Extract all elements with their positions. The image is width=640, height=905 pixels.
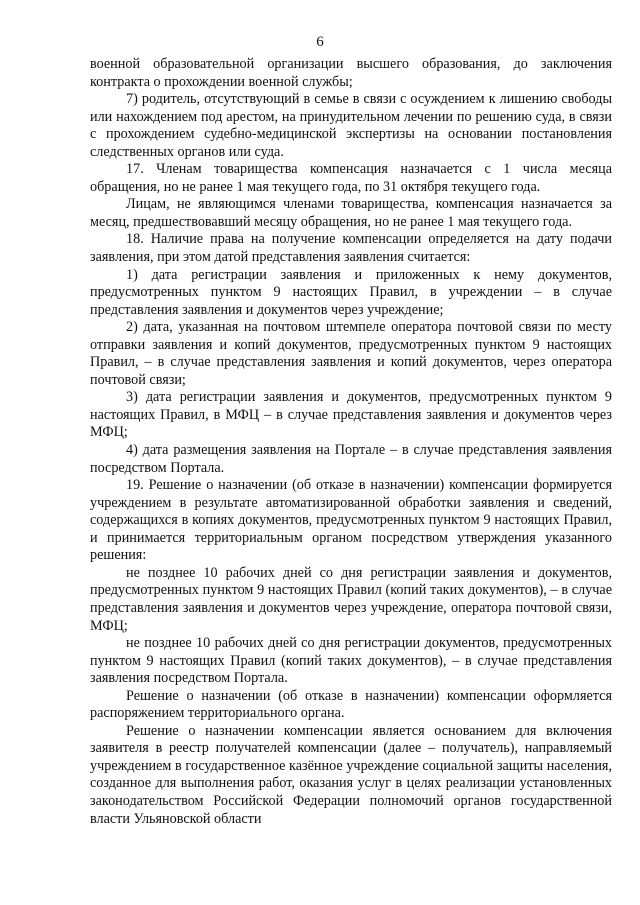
paragraph-item-7: 7) родитель, отсутствующий в семье в связи с осуждением к лишению свободы или нахождением под арестом, на принудительном лечении по решению суда, в связи с прохождением судебно-медицинской экспертизы на основании постановления следственных органов или суда.	[90, 91, 612, 160]
paragraph-deadline-office: не позднее 10 рабочих дней со дня регистрации заявления и документов, предусмотренных пунктом 9 настоящих Правил (копий таких документов), – в случае представления заявления и документов через учреждение, оператора почтовой связи, МФЦ;	[90, 564, 612, 634]
paragraph-item-1: 1) дата регистрации заявления и приложенных к нему документов, предусмотренных пунктом 9 настоящих Правил, в учреждении – в случае представления заявления и документов через учреждение;	[90, 266, 612, 318]
paragraph-clause-18: 18. Наличие права на получение компенсации определяется на дату подачи заявления, при этом датой представления заявления считается:	[90, 231, 612, 266]
document-body	[90, 56, 612, 828]
paragraph-decision-basis: Решение о назначении компенсации является основанием для включения заявителя в реестр получателей компенсации (далее – получатель), направляемый учреждением в государственное казённое учреждение социальной защиты населения, созданное для выполнения работ, оказания услуг в целях реализации установленных законодательством Российской Федерации полномочий органов государственной власти Ульяновской области	[90, 722, 612, 827]
paragraph-clause-19: 19. Решение о назначении (об отказе в назначении) компенсации формируется учреждением в результате автоматизированной обработки заявления и сведений, содержащихся в копиях документов, предусмотренных пунктом 9 настоящих Правил, и принимается территориальным органом посредством утверждения указанного решения:	[90, 477, 612, 564]
paragraph-non-members: Лицам, не являющимся членами товарищества, компенсация назначается за месяц, предшествовавший месяцу обращения, но не ранее 1 мая текущего года.	[90, 196, 612, 230]
paragraph-clause-17: 17. Членам товарищества компенсация назначается с 1 числа месяца обращения, но не ранее 1 мая текущего года, по 31 октября текущего года.	[90, 161, 612, 195]
page-number: 6	[316, 34, 324, 50]
paragraph-decision-form: Решение о назначении (об отказе в назначении) компенсации оформляется распоряжением территориального органа.	[90, 687, 612, 722]
paragraph-continuation: военной образовательной организации высшего образования, до заключения контракта о прохождении военной службы;	[90, 56, 612, 90]
paragraph-deadline-portal: не позднее 10 рабочих дней со дня регистрации документов, предусмотренных пунктом 9 настоящих Правил (копий таких документов), – в случае представления заявления посредством Портала.	[90, 635, 612, 687]
paragraph-item-3: 3) дата регистрации заявления и документов, предусмотренных пунктом 9 настоящих Правил, в МФЦ – в случае представления заявления и документов через МФЦ;	[90, 389, 612, 441]
paragraph-item-2: 2) дата, указанная на почтовом штемпеле оператора почтовой связи по месту отправки заявления и копий документов, предусмотренных пунктом 9 настоящих Правил, – в случае представления заявления и копий документов, через оператора почтовой связи;	[90, 319, 612, 388]
paragraph-item-4: 4) дата размещения заявления на Портале – в случае представления заявления посредством Портала.	[90, 442, 612, 476]
